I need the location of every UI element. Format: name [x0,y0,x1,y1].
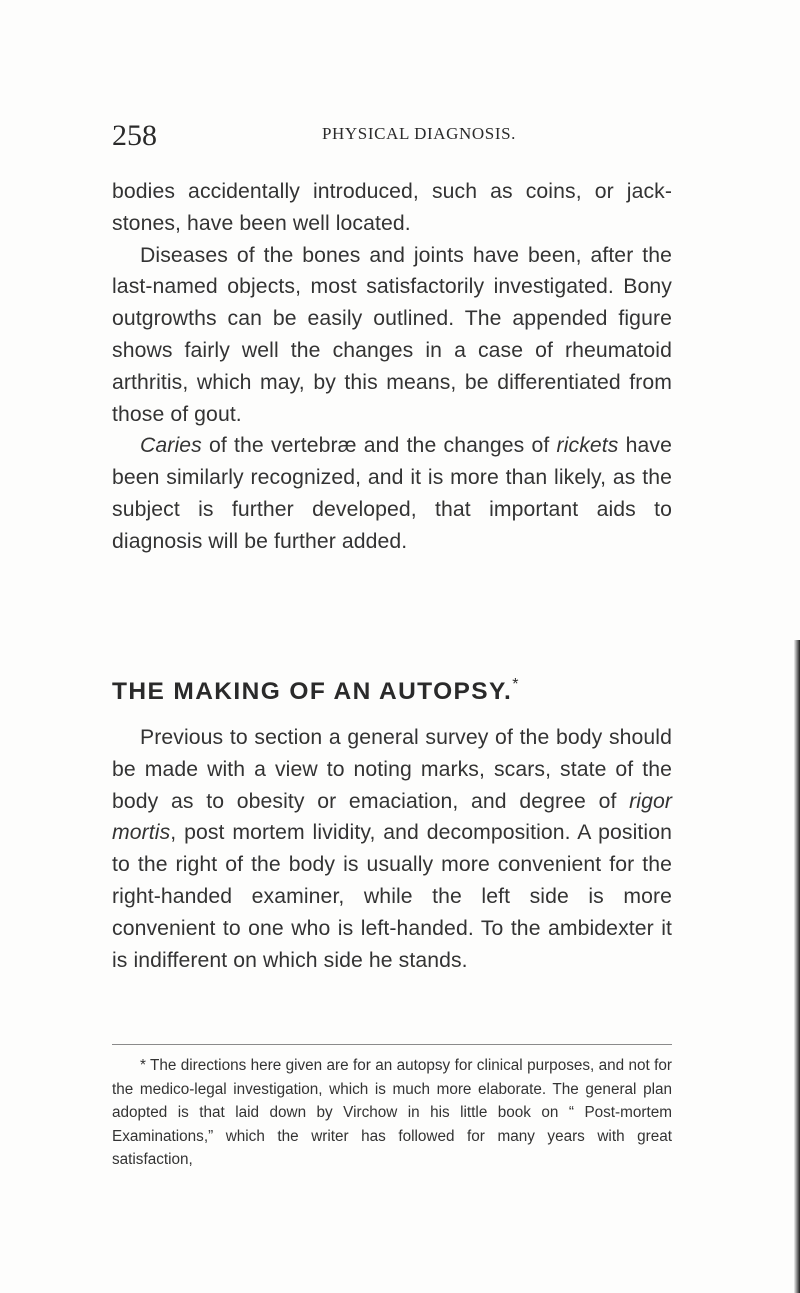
term-caries: Caries [140,434,202,458]
section-heading-text: THE MAKING OF AN AUTOPSY. [112,678,513,705]
page-number: 258 [112,119,157,152]
term-rickets: rickets [556,434,619,458]
footnote-marker: * [140,1057,146,1074]
term-rigor-mortis: rigor mortis [112,789,672,845]
running-head: PHYSICAL DIAGNOSIS. [322,124,517,143]
paragraph-3-text-b: have been similarly recognized, and it is more than likely, as the subject is further developed, that important aids to diagnosis will be further added. [112,434,672,553]
paragraph-1: bodies accidentally introduced, such as coins, or jack-stones, have been well located. [112,180,672,235]
footnote [112,1054,672,1172]
footnote-text [112,1054,672,1172]
section-heading [112,678,672,706]
paragraph-3-text-a: of the vertebræ and the changes of [201,434,557,458]
paragraph-3 [112,430,672,557]
footnote-divider [112,1044,672,1045]
footnote-body: The directions here given are for an autopsy for clinical purposes, and not for the medico-legal investigation, which is much more elaborate. The general plan adopted is that laid down by Virchow in his little book on “ Post-mortem Examinations,” which the writer has followed for many years with great satisfaction, [112,1057,672,1168]
page-edge-shadow [794,640,800,1293]
section-paragraph-text-b: , post mortem lividity, and decomposition. A position to the right of the body is usually more convenient for the right-handed examiner, while the left side is more convenient to one who is left-handed. To the ambidexter it is indifferent on which side he stands. [112,821,672,972]
section-paragraph-text-a: Previous to section a general survey of the body should be made with a view to noting marks, scars, state of the body as to obesity or emaciation, and degree of [112,726,672,813]
paragraph-2: Diseases of the bones and joints have been, after the last-named objects, most satisfactorily investigated. Bony outgrowths can be easily outlined. The appended figure shows fairly well the changes in a case of rheumatoid arthritis, which may, by this means, be differentiated from those of gout. [112,243,672,426]
body-text-top [112,176,672,558]
section-paragraph-1 [112,722,672,976]
footnote-reference: * [512,676,519,693]
body-text-section [112,722,672,976]
page-header [112,116,672,156]
